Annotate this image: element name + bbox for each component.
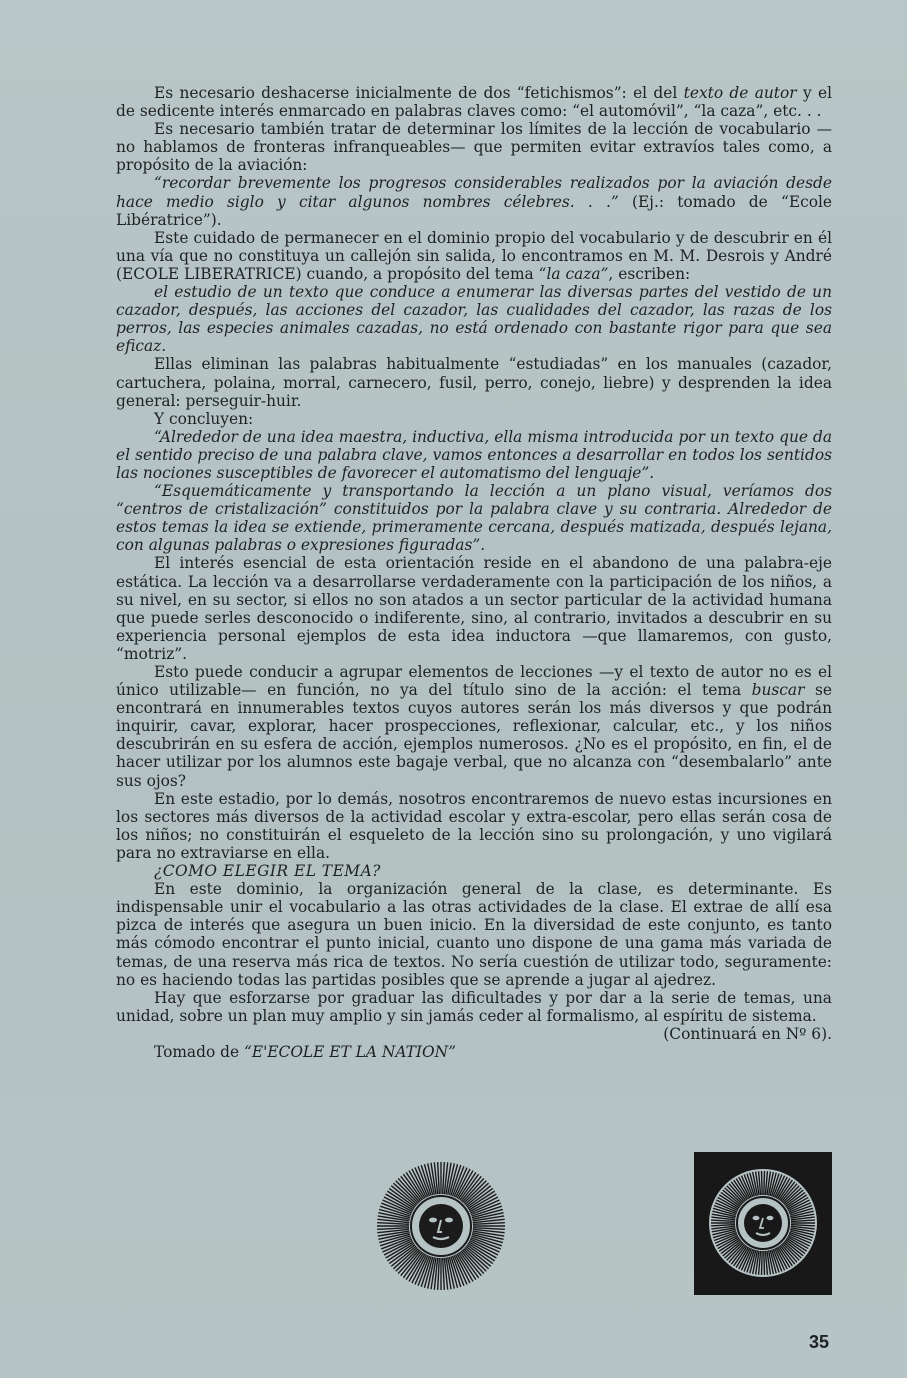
paragraph [116, 663, 832, 790]
section-heading: ¿COMO ELEGIR EL TEMA? [154, 862, 381, 881]
sun-ray [443, 1258, 445, 1290]
italic-run: buscar [751, 681, 805, 700]
text-run: Y concluyen: [154, 409, 254, 428]
text-run: , escriben: [608, 264, 691, 283]
italic-run: “la caza” [538, 264, 609, 283]
text-run: Es necesario también tratar de determinar los límites de la lección de vocabulario —no hablamos de fronteras infranqueables— que permiten evitar extravíos tales como, a propósito de la aviación: [116, 120, 832, 175]
sun-ray [438, 1162, 440, 1194]
article-body [116, 84, 832, 1061]
paragraph [116, 229, 832, 283]
article-paragraphs-2 [116, 880, 832, 1025]
paragraph [116, 410, 832, 428]
paragraph [116, 482, 832, 554]
text-run: En este estadio, por lo demás, nosotros encontraremos de nuevo estas incursiones en los sectores más diversos de la actividad escolar y extra-escolar, pero ellas serán cosa de los niños; no constituirán el esqueleto de la lección sino su prolongación, y uno vigilará para no extraviarse en ella. [116, 789, 832, 862]
sun-ray [438, 1258, 440, 1290]
page-number: 35 [808, 1332, 829, 1352]
source-credit [116, 1043, 832, 1061]
sun-ray [764, 1251, 765, 1275]
text-run: Es necesario deshacerse inicialmente de dos “fetichismos”: el del [154, 84, 684, 102]
paragraph [116, 428, 832, 482]
text-run: Ellas eliminan las palabras habitualmente “estudiadas” en los manuales (cazador, cartuchera, polaina, morral, carnecero, fusil, perro, conejo, liebre) y desprenden la idea general: perseguir-huir. [116, 355, 832, 410]
text-run: se encontrará en innumerables textos cuyos autores serán los más diversos y que podrán inquirir, cavar, explorar, hacer prospecciones, reflexionar, calcular, etc., y los niños descubrirán en su esfera de acción, ejemplos numerosos. ¿No es el propósito, en fin, el de hacer utilizar por los alumnos este bagaje verbal, que no alcanza con “desembalarlo” ante sus ojos? [116, 681, 832, 790]
continuation-note: (Continuará en Nº 6). [663, 1024, 832, 1043]
paragraph [116, 283, 832, 355]
sun-ray [473, 1228, 505, 1230]
paragraph [116, 174, 832, 228]
sun-ray [377, 1223, 409, 1225]
sun-face-emblem-dark [694, 1152, 832, 1295]
sun-ray [473, 1223, 505, 1225]
italic-run: “Esquemáticamente y transportando la lección a un plano visual, veríamos dos “centros de cristalización” constituidos por la palabra clave y su contraria. Alrededor de estos temas la idea se extiende, primeramente cercana, después matizada, después lejana, con algunas palabras o expresiones figuradas”. [116, 482, 832, 555]
sun-ray [443, 1162, 445, 1194]
paragraph [116, 554, 832, 663]
article-paragraphs [116, 84, 832, 862]
italic-run: “recordar brevemente los progresos considerables realizados por la aviación desde hace medio siglo y citar algunos nombres célebres. . .” [116, 174, 832, 211]
source-title: “E'ECOLE ET LA NATION” [243, 1042, 456, 1061]
text-run: El interés esencial de esta orientación reside en el abandono de una palabra-eje estática. La lección va a desarrollarse verdaderamente con la participación de los niños, a su nivel, en su sector, si ellos no son atados a un sector particular de la actividad humana que puede serles desconocido o indiferente, sino, al contrario, invitados a descubrir en su experiencia personal ejemplos de esta idea inductora —que llamaremos, con gusto, “motriz”. [116, 554, 832, 663]
text-run: (Ej.: tomado de “Ecole Libératrice”). [116, 192, 832, 229]
text-run: y el de sedicente interés enmarcado en palabras claves como: “el automóvil”, “la caza”, etc. . . [116, 84, 832, 121]
sun-ray [764, 1171, 765, 1195]
paragraph [116, 120, 832, 174]
italic-run: el estudio de un texto que conduce a enumerar las diversas partes del vestido de un cazador, después, las acciones del cazador, las cualidades del cazador, las razas de los perros, las especies animales cazadas, no está ordenado con bastante rigor para que sea eficaz. [116, 283, 832, 356]
paragraph [116, 989, 832, 1025]
sun-face-emblem-light [375, 1160, 507, 1292]
paragraph [116, 355, 832, 409]
text-run: Esto puede conducir a agrupar elementos de lecciones —y el texto de autor no es el único utilizable— en función, no ya del título sino de la acción: el tema [116, 663, 832, 700]
italic-run: texto de autor [683, 84, 797, 102]
text-run: Este cuidado de permanecer en el dominio propio del vocabulario y de descubrir en él una vía que no constituya un callejón sin salida, lo encontramos en M. M. Desrois y André (ECOLE LIBERATRICE) cuando, a propósito del tema [116, 228, 832, 283]
italic-run: “Alrededor de una idea maestra, inductiva, ella misma introducida por un texto que da el sentido preciso de una palabra clave, vamos entonces a desarrollar en todos los sentidos las nociones susceptibles de favorecer el automatismo del lenguaje”. [116, 427, 832, 482]
text-run: Hay que esforzarse por graduar las dificultades y por dar a la serie de temas, una unidad, sobre un plan muy amplio y sin jamás ceder al formalismo, al espíritu de sistema. [116, 988, 832, 1025]
paragraph [116, 880, 832, 989]
sun-ray [762, 1251, 763, 1275]
paragraph [116, 790, 832, 862]
paragraph [116, 84, 832, 120]
sun-ray [377, 1228, 409, 1230]
source-prefix: Tomado de [154, 1042, 244, 1061]
text-run: En este dominio, la organización general de la clase, es determinante. Es indispensable unir el vocabulario a las otras actividades de la clase. El extrae de allí esa pizca de interés que asegura un buen inicio. En la diversidad de este conjunto, es tanto más cómodo encontrar el punto inicial, cuanto uno dispone de una gama más variada de temas, de una reserva más rica de textos. No sería cuestión de utilizar todo, seguramente: no es haciendo todas las partidas posibles que se aprende a jugar al ajedrez. [116, 880, 832, 989]
sun-ray [762, 1171, 763, 1195]
